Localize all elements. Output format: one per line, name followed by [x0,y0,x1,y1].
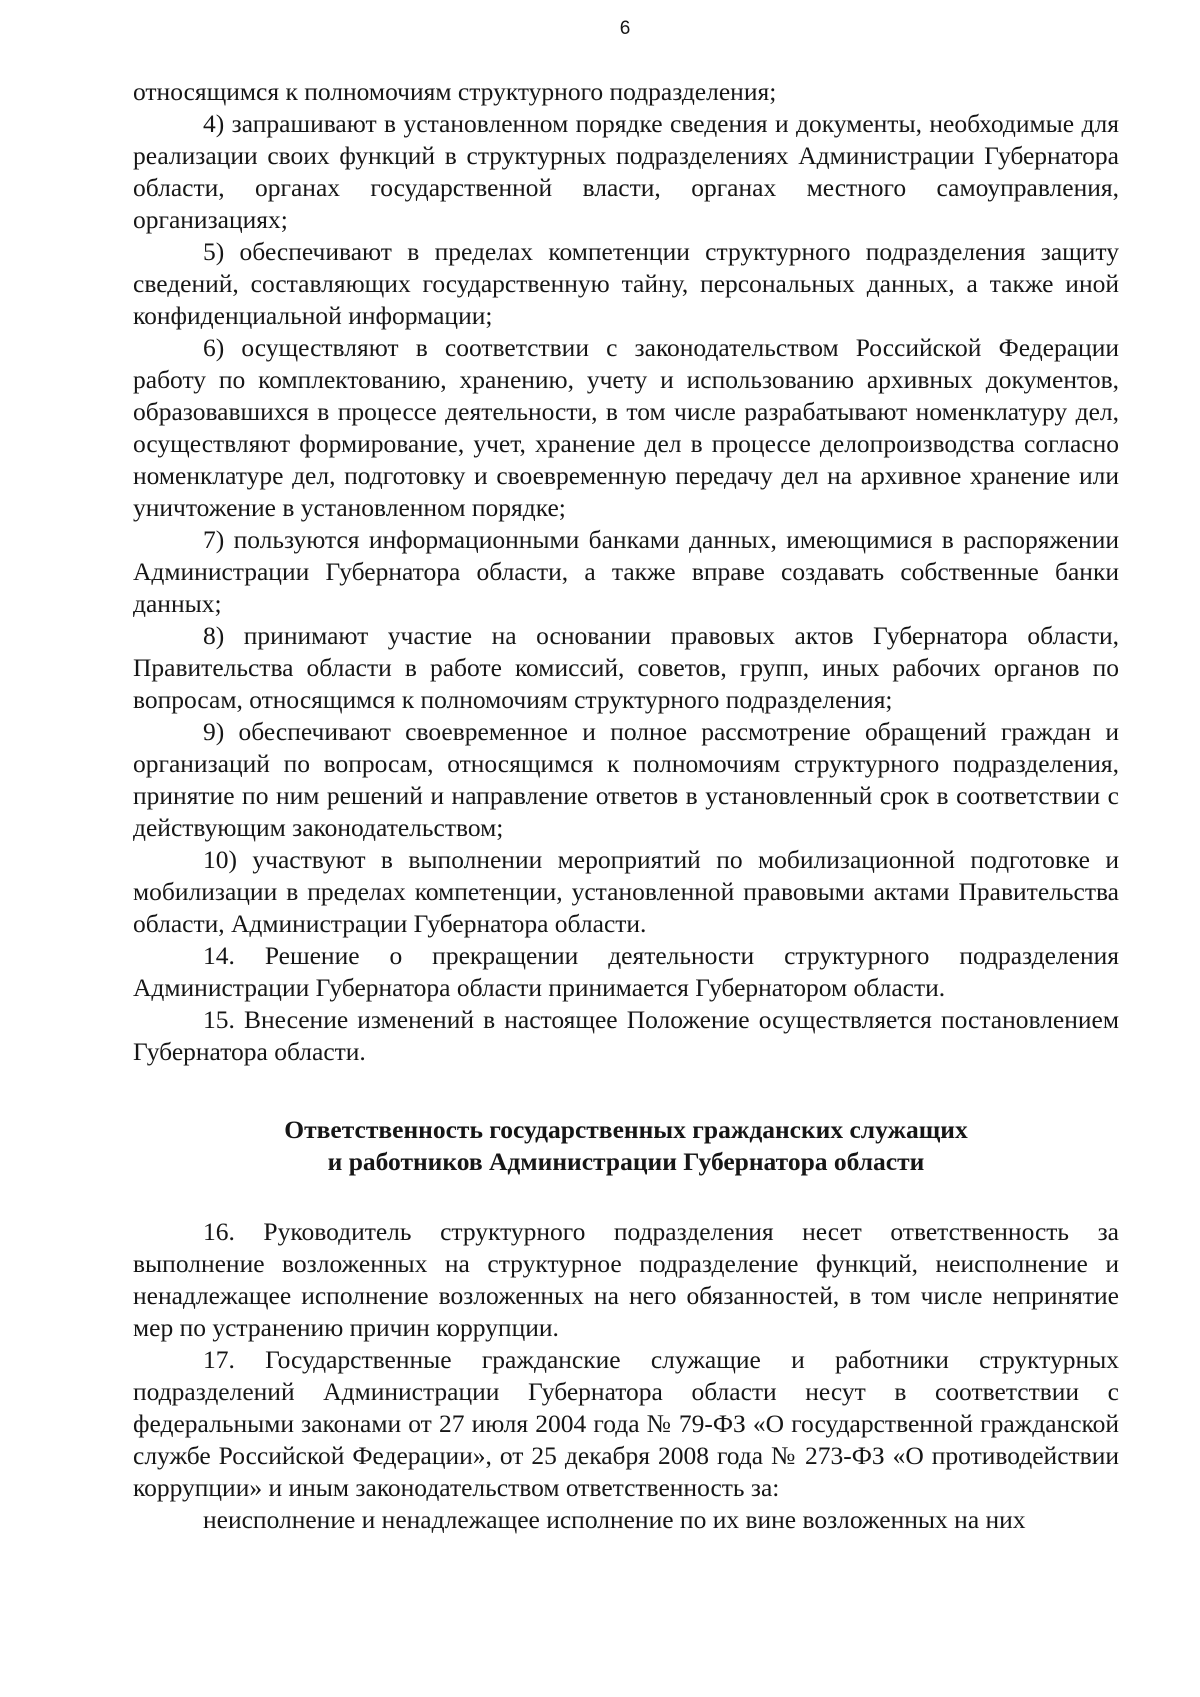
paragraph: 8) принимают участие на основании правовых актов Губернатора области, Правительства области в работе комиссий, советов, групп, иных рабочих органов по вопросам, относящимся к полномочиям структурного подразделения; [133,621,1119,714]
paragraph: 5) обеспечивают в пределах компетенции структурного подразделения защиту сведений, составляющих государственную тайну, персональных данных, а также иной конфиденциальной информации; [133,237,1119,330]
paragraph: 9) обеспечивают своевременное и полное рассмотрение обращений граждан и организаций по вопросам, относящимся к полномочиям структурного подразделения, принятие по ним решений и направление ответов в установленный срок в соответствии с действующим законодательством; [133,717,1119,842]
paragraph: относящимся к полномочиям структурного подразделения; [133,77,777,106]
paragraph: 10) участвуют в выполнении мероприятий по мобилизационной подготовке и мобилизации в пределах компетенции, установленной правовыми актами Правительства области, Администрации Губернатора области. [133,845,1119,938]
paragraph: 14. Решение о прекращении деятельности структурного подразделения Администрации Губернатора области принимается Губернатором области. [133,941,1119,1002]
paragraph: неисполнение и ненадлежащее исполнение по их вине возложенных на них [203,1505,1026,1534]
section-heading-line-2: и работников Администрации Губернатора области [327,1147,925,1176]
paragraph: 6) осуществляют в соответствии с законодательством Российской Федерации работу по комплектованию, хранению, учету и использованию архивных документов, образовавшихся в процессе деятельности, в том числе разрабатывают номенклатуру дел, осуществляют формирование, учет, хранение дел в процессе делопроизводства согласно номенклатуре дел, подготовку и своевременную передачу дел на архивное хранение или уничтожение в установленном порядке; [133,333,1119,522]
page-number: 6 [619,18,631,39]
paragraphs-top [133,76,1119,1068]
paragraph: 15. Внесение изменений в настоящее Положение осуществляется постановлением Губернатора области. [133,1005,1119,1066]
paragraph: 4) запрашивают в установленном порядке сведения и документы, необходимые для реализации своих функций в структурных подразделениях Администрации Губернатора области, органах государственной власти, органах местного самоуправления, организациях; [133,109,1119,234]
paragraphs-bottom [133,1216,1119,1536]
paragraph: 16. Руководитель структурного подразделения несет ответственность за выполнение возложенных на структурное подразделение функций, неисполнение и ненадлежащее исполнение возложенных на него обязанностей, в том числе непринятие мер по устранению причин коррупции. [133,1217,1119,1342]
section-heading [133,1114,1119,1178]
paragraph: 17. Государственные гражданские служащие и работники структурных подразделений Администрации Губернатора области несут в соответствии с федеральными законами от 27 июля 2004 года № 79-ФЗ «О государственной гражданской службе Российской Федерации», от 25 декабря 2008 года № 273-ФЗ «О противодействии коррупции» и иным законодательством ответственность за: [133,1345,1119,1502]
section-heading-line-1: Ответственность государственных гражданских служащих [284,1115,968,1144]
document-body [133,76,1119,1536]
paragraph: 7) пользуются информационными банками данных, имеющимися в распоряжении Администрации Губернатора области, а также вправе создавать собственные банки данных; [133,525,1119,618]
